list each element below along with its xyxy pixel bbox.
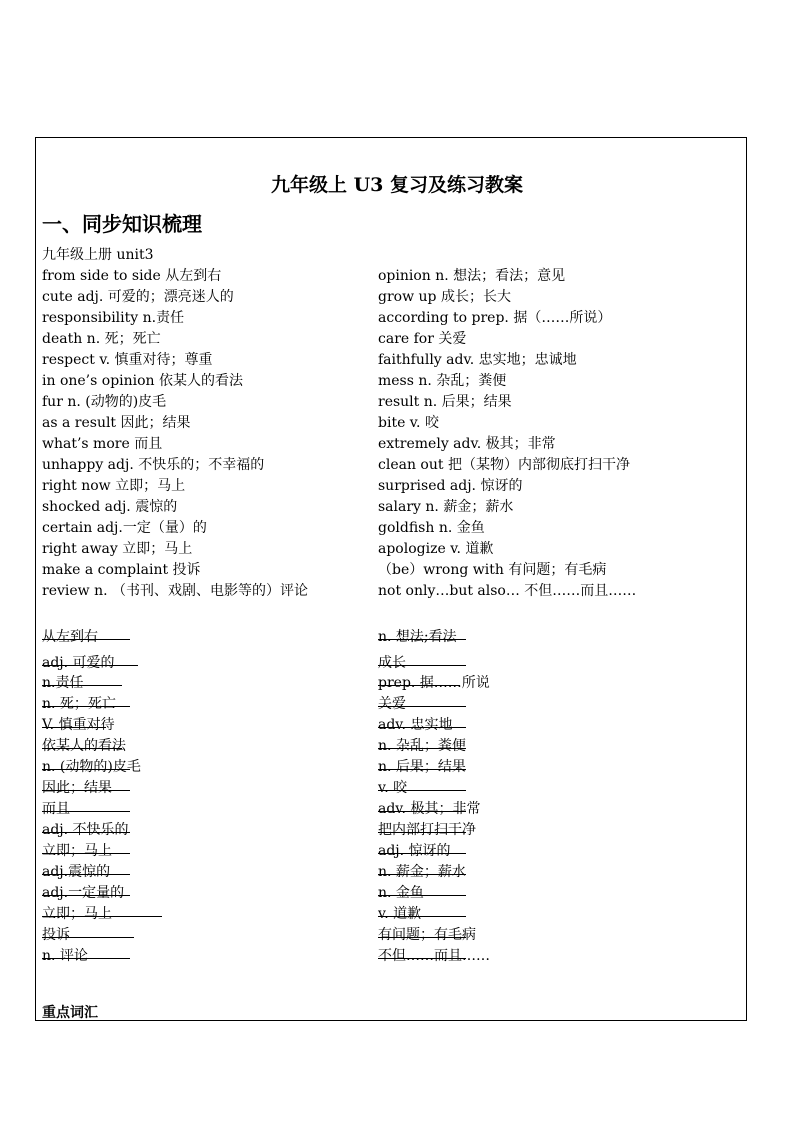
answer-blank[interactable] — [378, 903, 466, 917]
vocab-left: responsibility n.责任 — [42, 310, 185, 326]
exercise-prompt: adj. 可爱的 — [42, 655, 115, 671]
exercise-prompt: n. 死；死亡 — [42, 696, 116, 712]
exercise-prompt: V. 慎重对待 — [42, 717, 115, 733]
exercise-prompt: 从左到右 — [42, 629, 98, 645]
answer-blank[interactable] — [378, 840, 466, 854]
vocab-left: cute adj. 可爱的；漂亮迷人的 — [42, 289, 234, 305]
vocab-right: goldfish n. 金鱼 — [378, 520, 485, 536]
answer-blank[interactable] — [378, 861, 466, 875]
answer-blank[interactable] — [378, 945, 466, 959]
vocab-row — [0, 391, 794, 411]
exercise-prompt: n.责任 — [42, 675, 84, 691]
vocab-row — [0, 370, 794, 390]
vocab-left: review n. （书刊、戏剧、电影等的）评论 — [42, 583, 308, 599]
vocab-row — [0, 265, 794, 285]
answer-blank[interactable] — [378, 777, 466, 791]
exercise-row — [0, 714, 794, 734]
exercise-row — [0, 882, 794, 902]
vocab-right: extremely adv. 极其；非常 — [378, 436, 556, 452]
exercise-prompt: 有问题；有毛病 — [378, 927, 476, 943]
vocab-right: care for 关爱 — [378, 331, 467, 347]
answer-blank[interactable] — [42, 798, 130, 812]
exercise-row — [0, 945, 794, 965]
answer-blank[interactable] — [42, 672, 122, 686]
unit-subheading: 九年级上册 unit3 — [42, 247, 154, 263]
exercise-row — [0, 840, 794, 860]
exercise-prompt: n. 金鱼 — [378, 885, 424, 901]
exercise-prompt: 成长 — [378, 655, 406, 671]
vocab-left: certain adj.一定（量）的 — [42, 520, 207, 536]
vocab-left: right now 立即；马上 — [42, 478, 186, 494]
answer-blank[interactable] — [42, 693, 130, 707]
exercise-prompt: adj.一定量的 — [42, 885, 125, 901]
answer-blank[interactable] — [378, 924, 466, 938]
answer-blank[interactable] — [378, 672, 460, 686]
vocab-left: from side to side 从左到右 — [42, 268, 222, 284]
answer-blank[interactable] — [42, 626, 130, 640]
exercise-prompt: adj.震惊的 — [42, 864, 111, 880]
exercise-prompt: 把内部打扫干净 — [378, 822, 476, 838]
vocab-row — [0, 454, 794, 474]
answer-blank[interactable] — [42, 861, 130, 875]
answer-blank[interactable] — [42, 945, 130, 959]
vocab-row — [0, 433, 794, 453]
vocab-row — [0, 349, 794, 369]
vocab-right: clean out 把（某物）内部彻底打扫干净 — [378, 457, 630, 473]
answer-blank[interactable] — [42, 714, 106, 728]
exercise-prompt: adj. 惊讶的 — [378, 843, 451, 859]
exercise-prompt: n. 后果；结果 — [378, 759, 466, 775]
vocab-right: faithfully adv. 忠实地；忠诚地 — [378, 352, 577, 368]
vocab-left: fur n. (动物的)皮毛 — [42, 394, 167, 410]
vocab-left: what’s more 而且 — [42, 436, 163, 452]
vocab-row — [0, 412, 794, 432]
exercise-row — [0, 735, 794, 755]
exercise-prompt: v. 咬 — [378, 780, 408, 796]
exercise-prompt: adv. 忠实地 — [378, 717, 453, 733]
vocab-left: right away 立即；马上 — [42, 541, 193, 557]
answer-blank[interactable] — [378, 819, 466, 833]
exercise-row — [0, 652, 794, 672]
vocab-right: （be）wrong with 有问题；有毛病 — [378, 562, 607, 578]
exercise-prompt: 投诉 — [42, 927, 70, 943]
exercise-row — [0, 819, 794, 839]
answer-blank[interactable] — [378, 756, 466, 770]
exercise-prompt: n. 杂乱；粪便 — [378, 738, 466, 754]
vocab-left: in one’s opinion 依某人的看法 — [42, 373, 244, 389]
exercise-row — [0, 924, 794, 944]
exercise-prompt: prep. 据……所说 — [378, 675, 490, 691]
vocab-row — [0, 559, 794, 579]
answer-blank[interactable] — [42, 777, 130, 791]
exercise-prompt: adj. 不快乐的 — [42, 822, 129, 838]
answer-blank[interactable] — [42, 903, 162, 917]
vocab-right: mess n. 杂乱；粪便 — [378, 373, 507, 389]
answer-blank[interactable] — [42, 652, 138, 666]
exercise-row — [0, 756, 794, 776]
exercise-prompt: v. 道歉 — [378, 906, 422, 922]
exercise-prompt: 依某人的看法 — [42, 738, 126, 754]
exercise-prompt: 因此；结果 — [42, 780, 112, 796]
vocab-row — [0, 580, 794, 600]
exercise-prompt: adv. 极其；非常 — [378, 801, 481, 817]
vocab-left: unhappy adj. 不快乐的；不幸福的 — [42, 457, 265, 473]
section-heading: 一、同步知识梳理 — [42, 212, 202, 236]
vocab-row — [0, 517, 794, 537]
exercise-row — [0, 903, 794, 923]
exercise-row — [0, 861, 794, 881]
vocab-right: opinion n. 想法；看法；意见 — [378, 268, 566, 284]
vocab-right: apologize v. 道歉 — [378, 541, 494, 557]
exercise-row — [0, 626, 794, 646]
answer-blank[interactable] — [378, 735, 466, 749]
exercise-prompt: n. (动物的)皮毛 — [42, 759, 141, 775]
vocab-right: salary n. 薪金；薪水 — [378, 499, 514, 515]
exercise-prompt: 立即；马上 — [42, 843, 112, 859]
vocab-left: death n. 死；死亡 — [42, 331, 161, 347]
answer-blank[interactable] — [378, 882, 466, 896]
vocab-right: result n. 后果；结果 — [378, 394, 512, 410]
vocab-row — [0, 286, 794, 306]
vocab-right: grow up 成长；长大 — [378, 289, 511, 305]
answer-blank[interactable] — [42, 735, 122, 749]
vocab-left: respect v. 慎重对待；尊重 — [42, 352, 213, 368]
vocab-row — [0, 538, 794, 558]
vocab-right: according to prep. 据（……所说） — [378, 310, 612, 326]
exercise-prompt: n. 薪金；薪水 — [378, 864, 466, 880]
exercise-prompt: 立即；马上 — [42, 906, 112, 922]
answer-blank[interactable] — [378, 652, 466, 666]
vocab-left: make a complaint 投诉 — [42, 562, 201, 578]
exercise-prompt: n. 想法;看法 — [378, 629, 457, 645]
exercise-prompt: n. 评论 — [42, 948, 88, 964]
answer-blank[interactable] — [378, 693, 466, 707]
key-vocab-heading: 重点词汇 — [42, 1005, 98, 1021]
vocab-row — [0, 496, 794, 516]
answer-blank[interactable] — [42, 840, 130, 854]
vocab-row — [0, 328, 794, 348]
answer-blank[interactable] — [42, 882, 130, 896]
answer-blank[interactable] — [378, 626, 466, 640]
exercise-row — [0, 798, 794, 818]
exercise-row — [0, 777, 794, 797]
vocab-right: not only…but also… 不但……而且…… — [378, 583, 637, 599]
exercise-row — [0, 693, 794, 713]
exercise-row — [0, 672, 794, 692]
vocab-left: as a result 因此；结果 — [42, 415, 191, 431]
vocab-row — [0, 307, 794, 327]
document-title: 九年级上 U3 复习及练习教案 — [270, 174, 524, 196]
answer-blank[interactable] — [378, 798, 466, 812]
exercise-prompt: 而且 — [42, 801, 70, 817]
vocab-row — [0, 475, 794, 495]
exercise-prompt: 不但……而且…… — [378, 948, 490, 964]
vocab-left: shocked adj. 震惊的 — [42, 499, 178, 515]
vocab-right: bite v. 咬 — [378, 415, 439, 431]
answer-blank[interactable] — [378, 714, 466, 728]
answer-blank[interactable] — [42, 756, 130, 770]
exercise-prompt: 关爱 — [378, 696, 406, 712]
answer-blank[interactable] — [42, 819, 130, 833]
answer-blank[interactable] — [42, 924, 134, 938]
vocab-right: surprised adj. 惊讶的 — [378, 478, 523, 494]
